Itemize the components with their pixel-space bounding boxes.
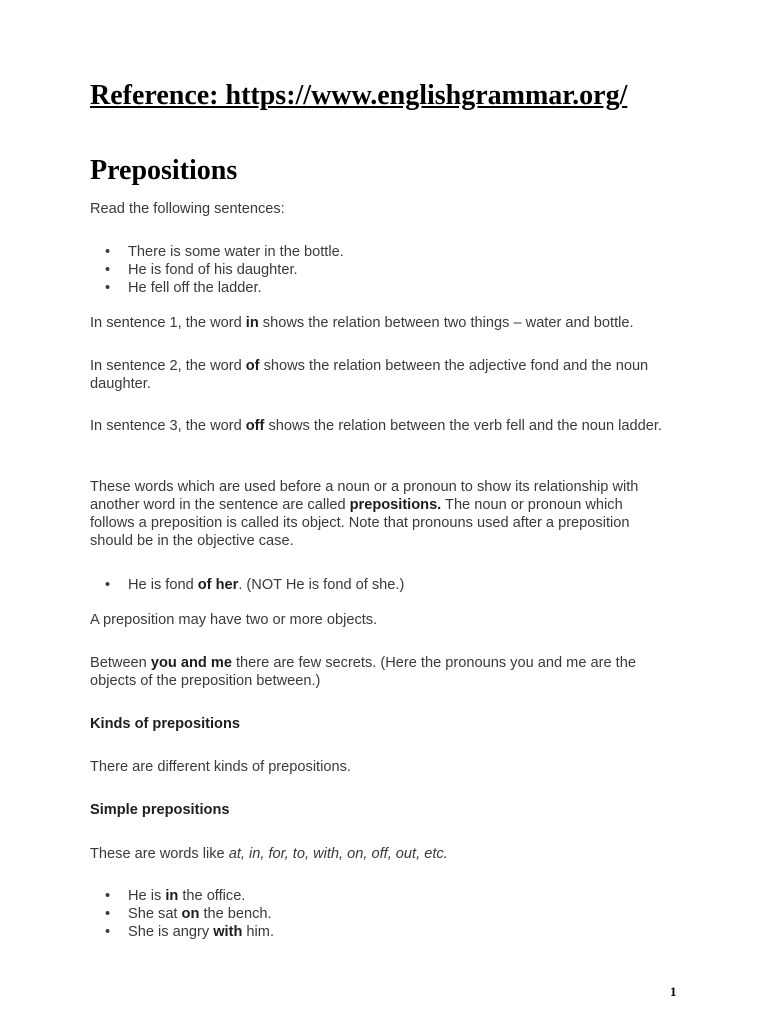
text-part: These are words like [90,846,229,862]
kinds-heading: Kinds of prepositions [90,716,240,732]
list-item: • He is fond of her. (NOT He is fond of she.) [105,576,404,594]
list-item: • He is in the office. [105,887,274,905]
text-part: there are few secrets. (Here the pronouns you and me are the objects of the preposition between.) [90,655,636,689]
kinds-text: There are different kinds of prepositions. [90,759,351,775]
text-part: In sentence 3, the word [90,418,246,434]
page-number: 1 [670,984,677,999]
word-list: at, in, for, to, with, on, off, out, etc. [228,846,448,862]
text-part: shows the relation between the adjective fond and the noun daughter. [90,358,649,392]
list-item: • She sat on the bench. [105,905,274,923]
list-item: • He fell off the ladder. [105,279,344,297]
keyword: you and me [150,655,232,671]
list-item: • She is angry with him. [105,923,274,941]
keyword: of [245,358,260,374]
example-list-3 [105,887,274,941]
sentence-1-explanation [90,314,690,332]
objects-text: A preposition may have two or more objects. [90,612,378,628]
text-part: Between [90,655,151,671]
text-part: The noun or pronoun which follows a preposition is called its object. Note that pronouns used after a preposition should be in the objective case. [90,497,630,549]
text-part: In sentence 1, the word [90,315,246,331]
text-part: In sentence 2, the word [90,358,246,374]
between-example [90,654,670,690]
keyword: prepositions. [349,497,442,513]
page-title: Prepositions [90,155,238,186]
keyword: off [245,418,265,434]
example-list-1 [105,243,344,297]
reference-link[interactable]: Reference: https://www.englishgrammar.org/ [90,80,628,111]
list-item: • He is fond of his daughter. [105,261,344,279]
simple-text [90,845,690,863]
sentence-3-explanation [90,417,690,435]
intro-text: Read the following sentences: [90,201,285,217]
simple-heading: Simple prepositions [90,802,230,818]
example-list-2 [105,576,404,594]
definition-paragraph [90,478,670,550]
text-part: shows the relation between the verb fell and the noun ladder. [264,418,662,434]
list-item: • There is some water in the bottle. [105,243,344,261]
text-part: shows the relation between two things – water and bottle. [258,315,634,331]
keyword: in [245,315,259,331]
text-part: These words which are used before a noun or a pronoun to show its relationship with another word in the sentence are called [90,479,639,513]
sentence-2-explanation [90,357,690,393]
